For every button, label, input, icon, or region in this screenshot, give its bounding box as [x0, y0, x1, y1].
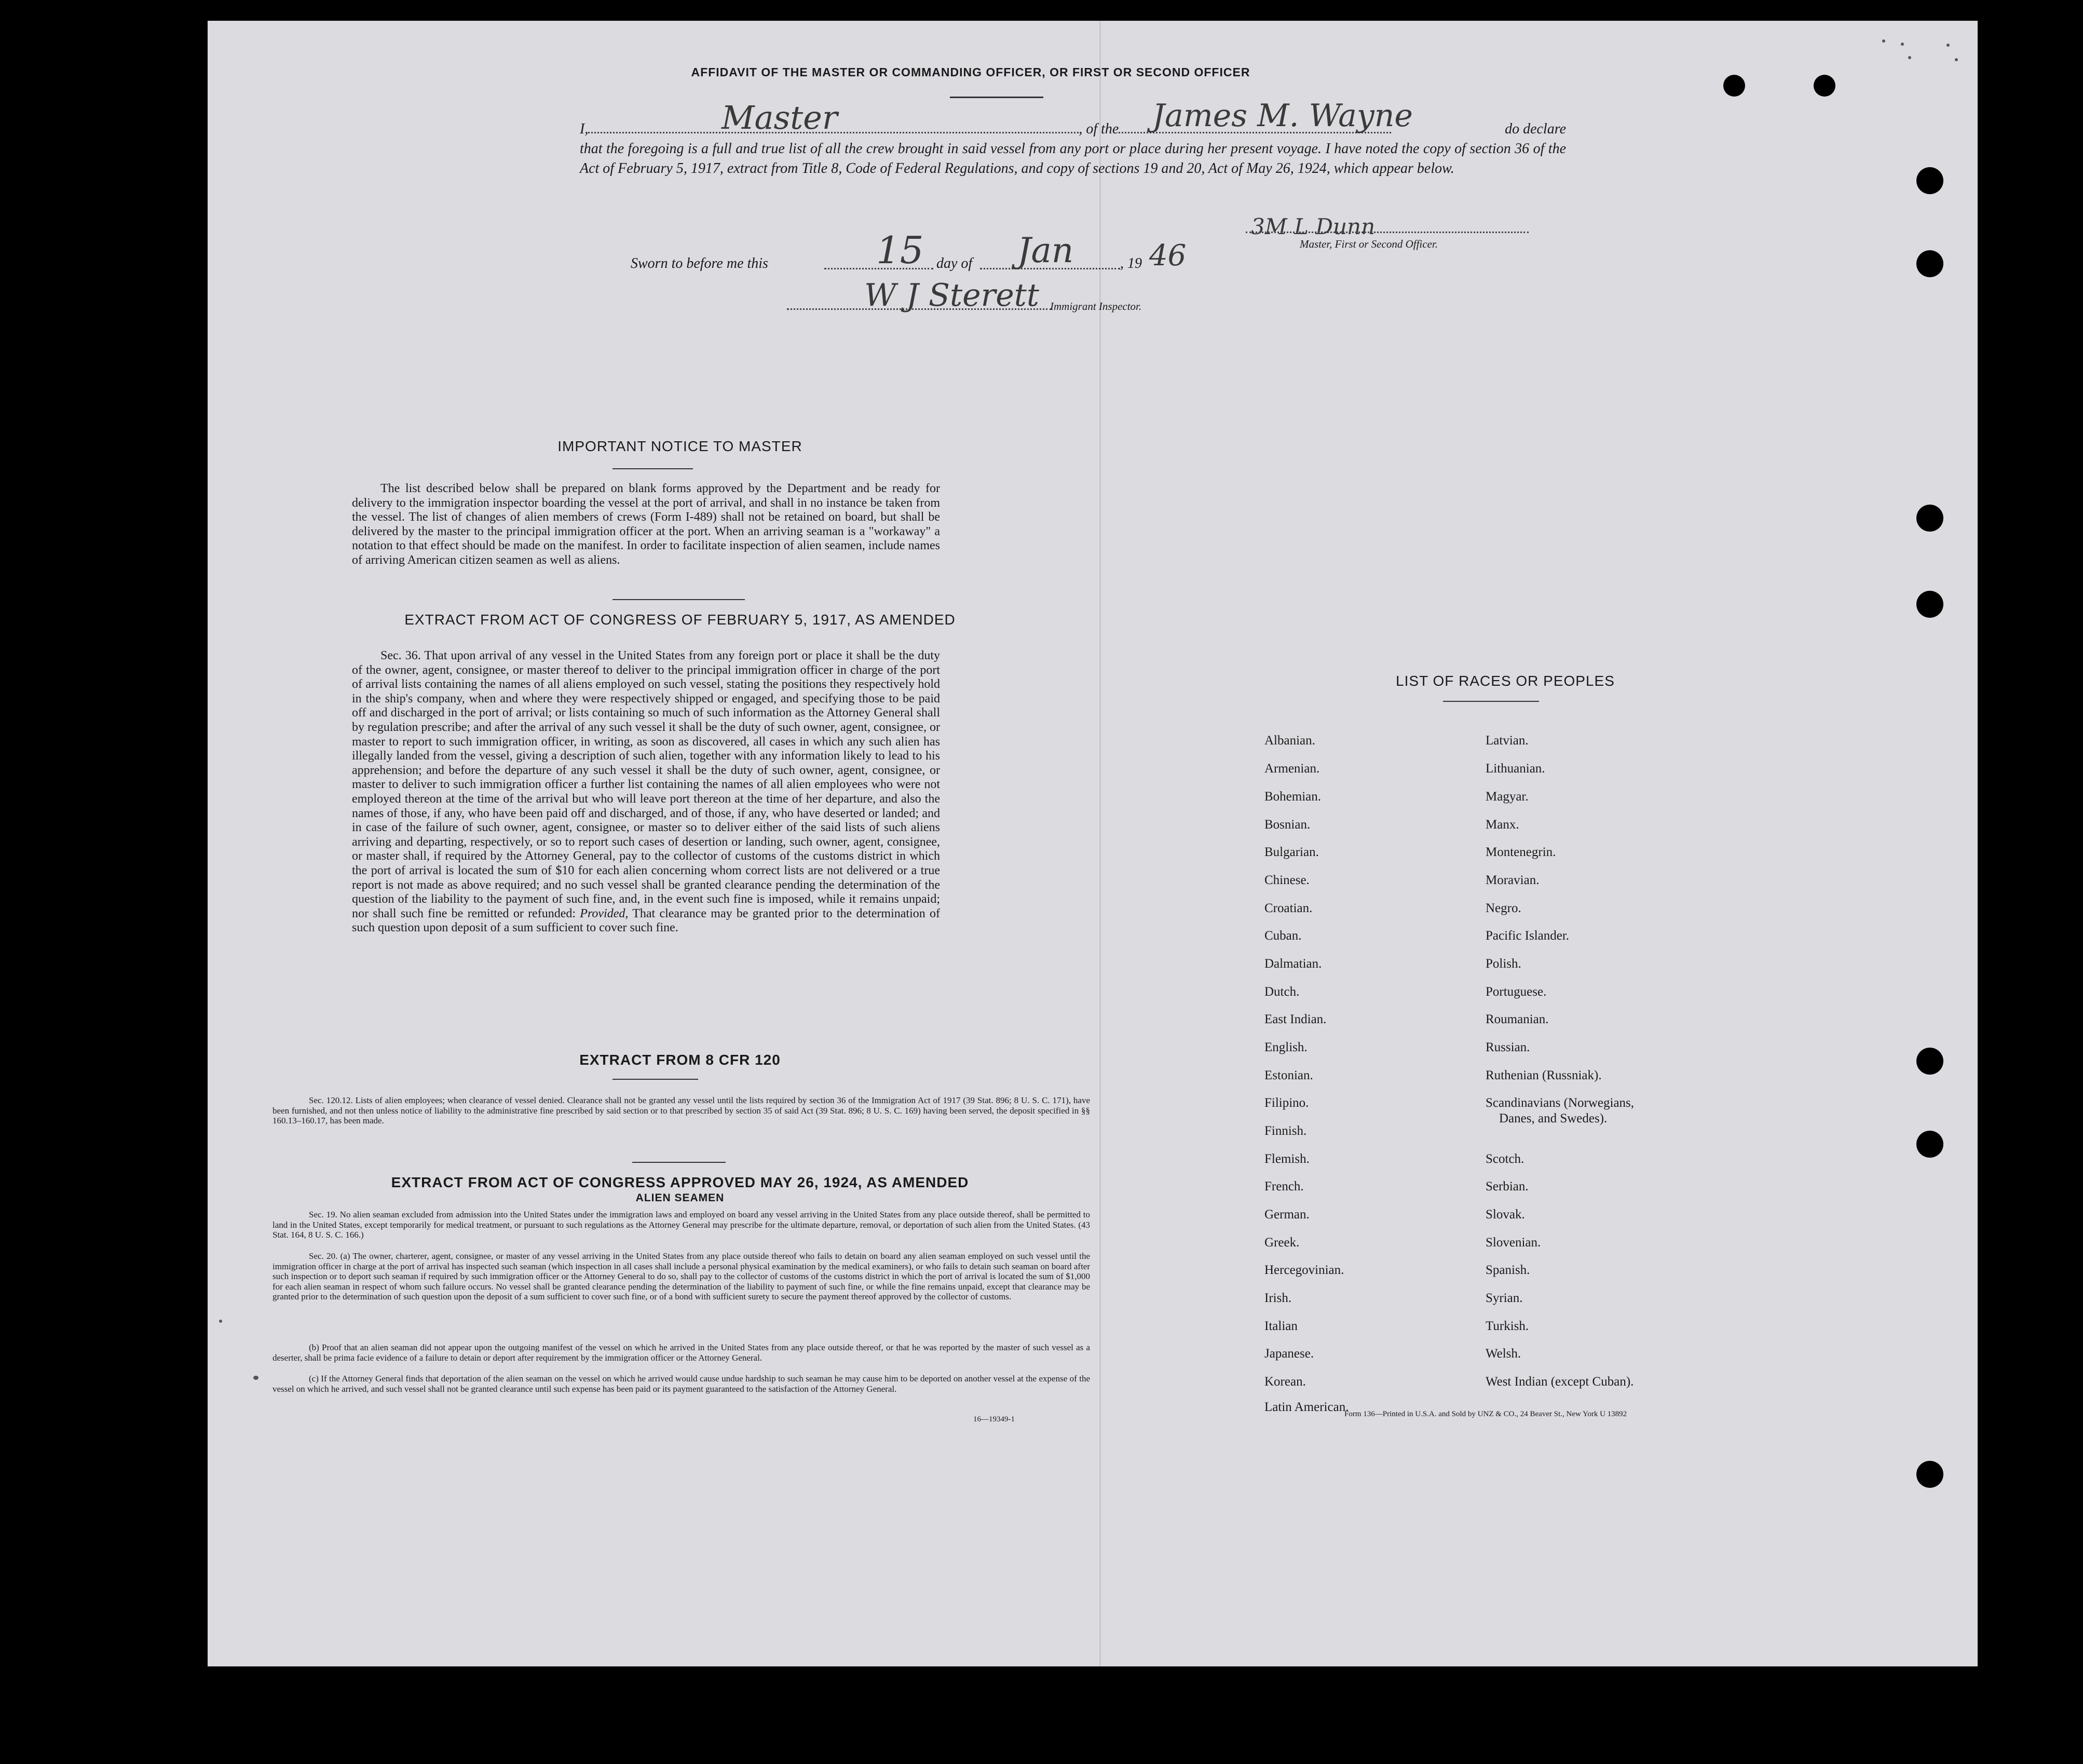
- sec-19-text: Sec. 19. No alien seaman excluded from admission into the United States under the immigration laws and employed on board any vessel arriving in the United States from any place outside thereof, shall be permitted to land in the United States, except temporarily for medical treatment, or pursuant to such regulations as the Attorney General may prescribe for the ultimate departure, removal, or deportation of such alien from the United States. (43 Stat. 164, 8 U. S. C. 166.): [273, 1210, 1090, 1240]
- race-item: Roumanian.: [1486, 1012, 1549, 1026]
- speck: [1901, 43, 1904, 46]
- race-item: Turkish.: [1486, 1319, 1529, 1333]
- race-item: English.: [1264, 1040, 1308, 1054]
- races-rule: [1443, 701, 1539, 702]
- race-item: West Indian (except Cuban).: [1486, 1375, 1634, 1389]
- speck: [1908, 56, 1911, 59]
- sec-20c-text: (c) If the Attorney General finds that deportation of the alien seaman on the vessel on which he arrived would cause undue hardship to such seaman he may cause him to be deported on another vessel at the expense of the vessel on which he arrived, and such vessel shall not be granted clearance until such expense has been paid or its payment guaranteed to the satisfaction of the Attorney General.: [273, 1374, 1090, 1394]
- notice-rule: [612, 468, 693, 469]
- race-item: Latvian.: [1486, 734, 1529, 748]
- binder-hole: [1916, 167, 1943, 194]
- race-item: Slovak.: [1486, 1207, 1525, 1222]
- sec-36-proviso: That clearance may be granted prior to the determination of such question upon deposit of a sum sufficient to cover such fine.: [352, 906, 940, 935]
- race-item: Greek.: [1264, 1236, 1300, 1250]
- alien-seamen-subtitle: ALIEN SEAMEN: [635, 1192, 725, 1204]
- race-item: Manx.: [1486, 818, 1519, 832]
- race-item: Pacific Islander.: [1486, 929, 1570, 943]
- affidavit-declaration: that the foregoing is a full and true list of all the crew brought in said vessel from any port or place during her present voyage. I have noted the copy of section 36 of the Act of February 5, 1917, extract from Title 8, Code of Federal Regulations, and copy of sections 19 and 20, Act of May 26, 1924, which appear below.: [580, 141, 1566, 177]
- master-signature-label: Master, First or Second Officer.: [1300, 238, 1438, 250]
- signature-line: [1246, 232, 1529, 233]
- race-item: Hercegovinian.: [1264, 1263, 1344, 1277]
- binder-hole: [1916, 1131, 1943, 1158]
- race-item: Negro.: [1486, 901, 1521, 915]
- race-item: Irish.: [1264, 1291, 1292, 1305]
- handwritten-day: 15: [876, 228, 924, 272]
- inspector-label: Immigrant Inspector.: [1050, 300, 1142, 313]
- handwritten-master-signature: 3M L Dunn: [1251, 214, 1376, 239]
- race-item: Danes, and Swedes).: [1499, 1111, 1608, 1125]
- race-item: Slovenian.: [1486, 1236, 1541, 1250]
- race-item: Spanish.: [1486, 1263, 1530, 1277]
- race-item: Polish.: [1486, 957, 1521, 971]
- speck: [1882, 39, 1885, 43]
- extract-1917-body: [352, 649, 940, 935]
- notice-title: IMPORTANT NOTICE TO MASTER: [557, 438, 802, 454]
- affidavit-title: AFFIDAVIT OF THE MASTER OR COMMANDING OFFICER, OR FIRST OR SECOND OFFICER: [691, 65, 1250, 79]
- binder-hole: [1916, 1461, 1943, 1488]
- sec-20b-text: (b) Proof that an alien seaman did not appear upon the outgoing manifest of the vessel on which he arrived in the United States from any place outside thereof, or that he was reported by the master of such vessel as a deserter, shall be prima facie evidence of a failure to detain or deport after requirement by the immigration officer or the Attorney General.: [273, 1342, 1090, 1363]
- races-title: LIST OF RACES OR PEOPLES: [1396, 673, 1615, 689]
- race-item: Welsh.: [1486, 1347, 1521, 1361]
- sec-36-label: Sec. 36.: [380, 649, 421, 662]
- speck: [1946, 44, 1950, 47]
- do-declare-label: do declare: [1505, 121, 1566, 137]
- race-item: Dalmatian.: [1264, 957, 1322, 971]
- race-item: Russian.: [1486, 1040, 1530, 1054]
- binder-hole: [1916, 591, 1943, 618]
- cfr-rule: [612, 1079, 698, 1080]
- race-item: Filipino.: [1264, 1096, 1309, 1110]
- race-item: Croatian.: [1264, 901, 1313, 915]
- race-item: Latin American.: [1264, 1400, 1349, 1414]
- race-item: Italian: [1264, 1319, 1298, 1333]
- race-item: German.: [1264, 1207, 1310, 1222]
- race-item: French.: [1264, 1179, 1304, 1193]
- i-label: I,: [580, 121, 589, 137]
- race-item: Albanian.: [1264, 734, 1315, 748]
- speck: [1955, 58, 1958, 61]
- sec-20a-text: Sec. 20. (a) The owner, charterer, agent, consignee, or master of any vessel arriving in the United States from any place outside thereof who fails to detain on board any alien seaman employed on such vessel until the immigration officer in charge at the port of arrival has inspected such seaman (which inspection in all cases shall include a personal physical examination by the medical examiners), or who fails to detain such seaman on board after such inspection or to deport such seaman if required by such immigration officer or the Attorney General to do so, shall pay to the collector of customs of the customs district in which the port of arrival is located the sum of $1,000 for each alien seaman in respect of whom such failure occurs. No vessel shall be granted clearance pending the determination of the liability to payment of such fine, or while the fine remains unpaid, except that clearance may be granted prior to the determination of such question upon the deposit of a sum sufficient to cover such fine, or of a bond with sufficient surety to secure the payment thereof approved by the collector of customs.: [273, 1251, 1090, 1301]
- extract-1924-title: EXTRACT FROM ACT OF CONGRESS APPROVED MAY 26, 1924, AS AMENDED: [391, 1174, 969, 1190]
- handwritten-master: Master: [721, 99, 838, 137]
- section-rule: [612, 599, 745, 600]
- race-item: Moravian.: [1486, 873, 1540, 887]
- race-item: Bosnian.: [1264, 818, 1311, 832]
- race-item: Armenian.: [1264, 762, 1320, 776]
- notice-body: The list described below shall be prepared on blank forms approved by the Department and be ready for delivery to the immigration inspector boarding the vessel at the port of arrival, and shall in no instance be taken from the vessel. The list of changes of alien members of crews (Form I-489) shall not be retained on board, but shall be delivered by the master to the principal immigration officer at the port. When an arriving seaman is a "workaway" a notation to that effect should be made on the manifest. In order to facilitate inspection of alien seamen, include names of arriving American citizen seamen as well as aliens.: [352, 482, 940, 567]
- race-item: Japanese.: [1264, 1347, 1314, 1361]
- race-item: Bulgarian.: [1264, 845, 1319, 859]
- race-item: Syrian.: [1486, 1291, 1523, 1305]
- race-item: Cuban.: [1264, 929, 1302, 943]
- handwritten-year: 46: [1149, 239, 1187, 273]
- race-item: Dutch.: [1264, 985, 1300, 999]
- race-item: Ruthenian (Russniak).: [1486, 1068, 1602, 1082]
- race-item: Korean.: [1264, 1375, 1306, 1389]
- race-item: Chinese.: [1264, 873, 1310, 887]
- race-item: Finnish.: [1264, 1124, 1307, 1138]
- document-page: [208, 21, 1978, 1666]
- race-item: Lithuanian.: [1486, 762, 1545, 776]
- handwritten-vessel-name: James M. Wayne: [1152, 98, 1413, 134]
- race-item: Estonian.: [1264, 1068, 1313, 1082]
- title-rule: [950, 97, 1043, 98]
- race-item: Scandinavians (Norwegians,: [1486, 1096, 1635, 1110]
- extract-1917-title: EXTRACT FROM ACT OF CONGRESS OF FEBRUARY 5, 1917, AS AMENDED: [404, 612, 956, 628]
- race-item: Scotch.: [1486, 1152, 1524, 1166]
- race-item: Serbian.: [1486, 1179, 1529, 1193]
- speck: [219, 1320, 222, 1323]
- section-rule: [632, 1162, 726, 1163]
- extract-cfr-body: Sec. 120.12. Lists of alien employees; when clearance of vessel denied. Clearance shall not be granted any vessel until the lists required by section 36 of the Immigration Act of 1917 (39 Stat. 896; 8 U. S. C. 171), have been furnished, and not then unless notice of liability to the administrative fine prescribed by said section or to that prescribed by section 35 of said Act (39 Stat. 896; 8 U. S. C. 169) having been served, the deposit specified in §§ 160.13–160.17, has been made.: [273, 1095, 1090, 1125]
- handwritten-month: Jan: [1017, 230, 1074, 270]
- speck: [253, 1376, 258, 1380]
- binder-hole: [1916, 250, 1943, 277]
- of-the-label: , of the: [1079, 121, 1119, 137]
- binder-hole: [1916, 505, 1943, 532]
- day-of-label: day of: [936, 255, 973, 272]
- race-item: Portuguese.: [1486, 985, 1547, 999]
- race-item: Montenegrin.: [1486, 845, 1556, 859]
- year-prefix: , 19: [1120, 255, 1142, 272]
- sworn-label: Sworn to before me this: [631, 255, 768, 272]
- binder-hole: [1916, 1048, 1943, 1075]
- extract-cfr-title: EXTRACT FROM 8 CFR 120: [579, 1052, 781, 1068]
- race-item: Bohemian.: [1264, 790, 1322, 804]
- race-item: Magyar.: [1486, 790, 1529, 804]
- race-item: East Indian.: [1264, 1012, 1327, 1026]
- printer-footer: Form 136—Printed in U.S.A. and Sold by UNZ & CO., 24 Beaver St., New York U 13892: [1344, 1410, 1627, 1418]
- provided-label: Provided,: [580, 906, 629, 920]
- handwritten-inspector-signature: W J Sterett: [864, 277, 1040, 314]
- form-number: 16—19349-1: [973, 1415, 1015, 1423]
- binder-hole: [1814, 75, 1835, 97]
- sec-36-text: That upon arrival of any vessel in the United States from any foreign port or place it shall be the duty of the owner, agent, consignee, or master thereof to deliver to the principal immigration officer in charge of the port of arrival lists containing the names of all aliens employed on such vessel, stating the positions they respectively hold in the ship's company, when and where they were respectively shipped or engaged, and specifying those to be paid off and discharged in the port of arrival; or lists containing so much of such information as the Attorney General shall by regulation prescribe; and after the arrival of any such vessel it shall be the duty of such owner, agent, consignee, or master to report to such immigration officer, in writing, as soon as discovered, all cases in which any such alien has illegally landed from the vessel, giving a description of such alien, together with any information likely to lead to his apprehension; and before the departure of any such vessel it shall be the duty of such owner, agent, consignee, or master to deliver to such immigration officer a further list containing the names of all alien employees who were not employed thereon at the time of the arrival but who will leave port thereon at the time of her departure, and also the names of those, if any, who have been paid off and discharged, and of those, if any, who have deserted or landed; and in case of the failure of such owner, agent, consignee, or master so to deliver either of the said lists of such aliens arriving and departing, respectively, or so to report such cases of desertion or landing, such owner, agent, consignee, or master shall, if required by the Attorney General, pay to the collector of customs of the customs district in which the port of arrival is located the sum of $10 for each alien concerning whom correct lists are not delivered or a true report is not made as above required; and no such vessel shall be granted clearance pending the determination of the question of the liability to the payment of such fine, and, in the event such fine is imposed, while it remains unpaid; nor shall such fine be remitted or refunded:: [352, 649, 940, 920]
- race-item: Flemish.: [1264, 1152, 1310, 1166]
